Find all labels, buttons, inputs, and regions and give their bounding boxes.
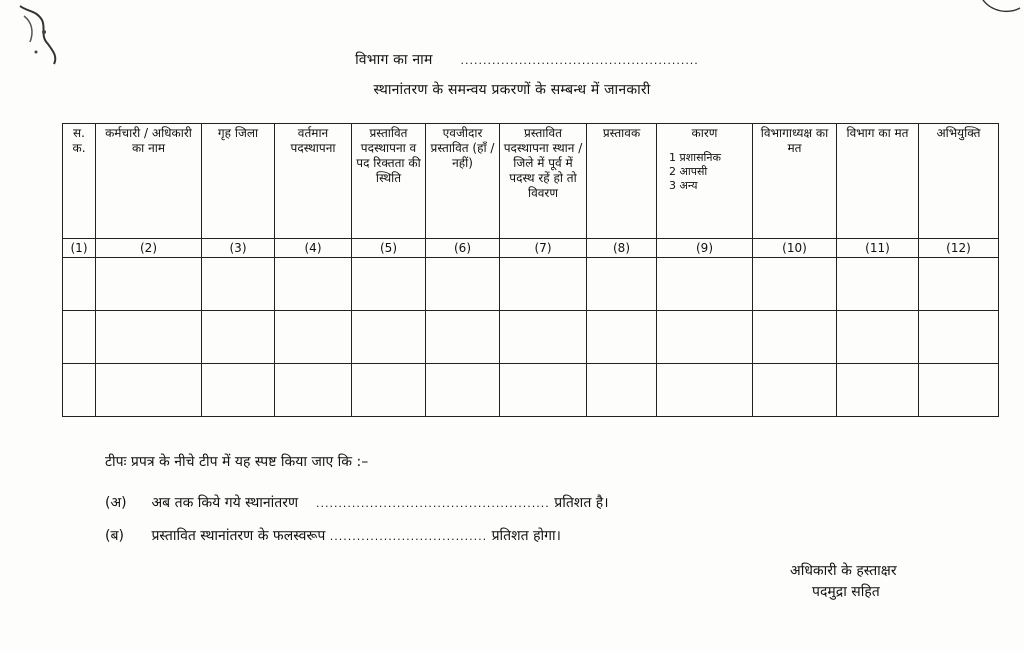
table-cell [275,258,352,311]
reason-option-mutual: 2 आपसी [669,165,708,178]
table-cell [63,258,96,311]
table-cell [426,311,500,364]
col-number: (2) [96,239,202,258]
table-cell [919,311,999,364]
table-cell [202,364,275,417]
table-cell [426,258,500,311]
transfer-info-table [62,123,999,417]
table-cell [837,311,919,364]
col-number: (7) [500,239,587,258]
note-item-a-marker: (अ) [105,495,127,511]
col-number: (9) [657,239,753,258]
col-number: (5) [352,239,426,258]
table-cell [426,364,500,417]
table-cell [837,364,919,417]
col-header-proposed-posting: प्रस्तावित पदस्थापना व पद रिक्तता की स्थिति [352,124,426,239]
col-header-reason-title: कारण [691,126,718,140]
table-cell [657,364,753,417]
table-cell [96,364,202,417]
signature-seal-line: पदमुद्रा सहित [812,584,880,600]
table-cell [587,311,657,364]
col-number: (8) [587,239,657,258]
table-cell [837,258,919,311]
reason-option-administrative: 1 प्रशासनिक [669,151,721,164]
col-number: (12) [919,239,999,258]
table-cell [352,258,426,311]
note-item-b-suffix: प्रतिशत होगा। [491,528,561,544]
table-row [63,258,999,311]
department-name-label: विभाग का नाम [355,52,433,68]
table-cell [352,311,426,364]
col-header-current-posting: वर्तमान पदस्थापना [275,124,352,239]
table-cell [96,258,202,311]
col-header-proposer: प्रस्तावक [587,124,657,239]
col-header-serial: स. क. [63,124,96,239]
table-cell [500,311,587,364]
table-cell [500,258,587,311]
col-number: (4) [275,239,352,258]
col-header-reason [657,124,753,239]
note-item-a-dots: .................................................... [315,497,550,510]
column-number-row [63,239,999,258]
col-header-hod-opinion: विभागाध्यक्ष का मत [753,124,837,239]
note-title: टीपः प्रपत्र के नीचे टीप में यह स्पष्ट किया जाए कि :– [105,454,369,470]
note-item-b-dots: ................................... [329,530,488,543]
table-row [63,364,999,417]
note-item-b-marker: (ब) [105,528,124,544]
col-header-dept-opinion: विभाग का मत [837,124,919,239]
col-header-employee-name: कर्मचारी / अधिकारी का नाम [96,124,202,239]
col-header-remarks: अभियुक्ति [919,124,999,239]
note-item-a [105,493,609,512]
table-cell [753,258,837,311]
table-cell [657,258,753,311]
note-item-b [105,526,561,545]
table-header-row [63,124,999,239]
table-cell [96,311,202,364]
col-number: (11) [837,239,919,258]
note-item-a-suffix: प्रतिशत है। [554,495,609,511]
table-cell [919,258,999,311]
table-row [63,311,999,364]
table-cell [63,311,96,364]
note-item-b-text: प्रस्तावित स्थानांतरण के फलस्वरूप [151,528,326,544]
col-number: (10) [753,239,837,258]
table-cell [500,364,587,417]
table-cell [352,364,426,417]
note-item-a-text: अब तक किये गये स्थानांतरण [151,495,299,511]
corner-scan-mark [976,0,1022,16]
table-cell [919,364,999,417]
table-cell [587,364,657,417]
table-cell [202,258,275,311]
department-name-dots: ..................................................... [460,54,699,67]
table-cell [753,364,837,417]
form-title: स्थानांतरण के समन्वय प्रकरणों के सम्बन्ध में जानकारी [373,82,651,98]
col-number: (1) [63,239,96,258]
signature-line: अधिकारी के हस्ताक्षर [790,563,897,579]
col-number: (3) [202,239,275,258]
table-cell [202,311,275,364]
col-header-substitute: एवजीदार प्रस्तावित (हाँ / नहीं) [426,124,500,239]
col-header-previous-posting: प्रस्तावित पदस्थापना स्थान / जिले में पूर्व में पदस्थ रहें हो तो विवरण [500,124,587,239]
table-cell [587,258,657,311]
table-cell [275,311,352,364]
col-header-home-district: गृह जिला [202,124,275,239]
reason-option-other: 3 अन्य [669,179,698,192]
table-cell [657,311,753,364]
col-number: (6) [426,239,500,258]
table-cell [63,364,96,417]
table-cell [753,311,837,364]
table-cell [275,364,352,417]
department-name-line [0,50,1024,69]
